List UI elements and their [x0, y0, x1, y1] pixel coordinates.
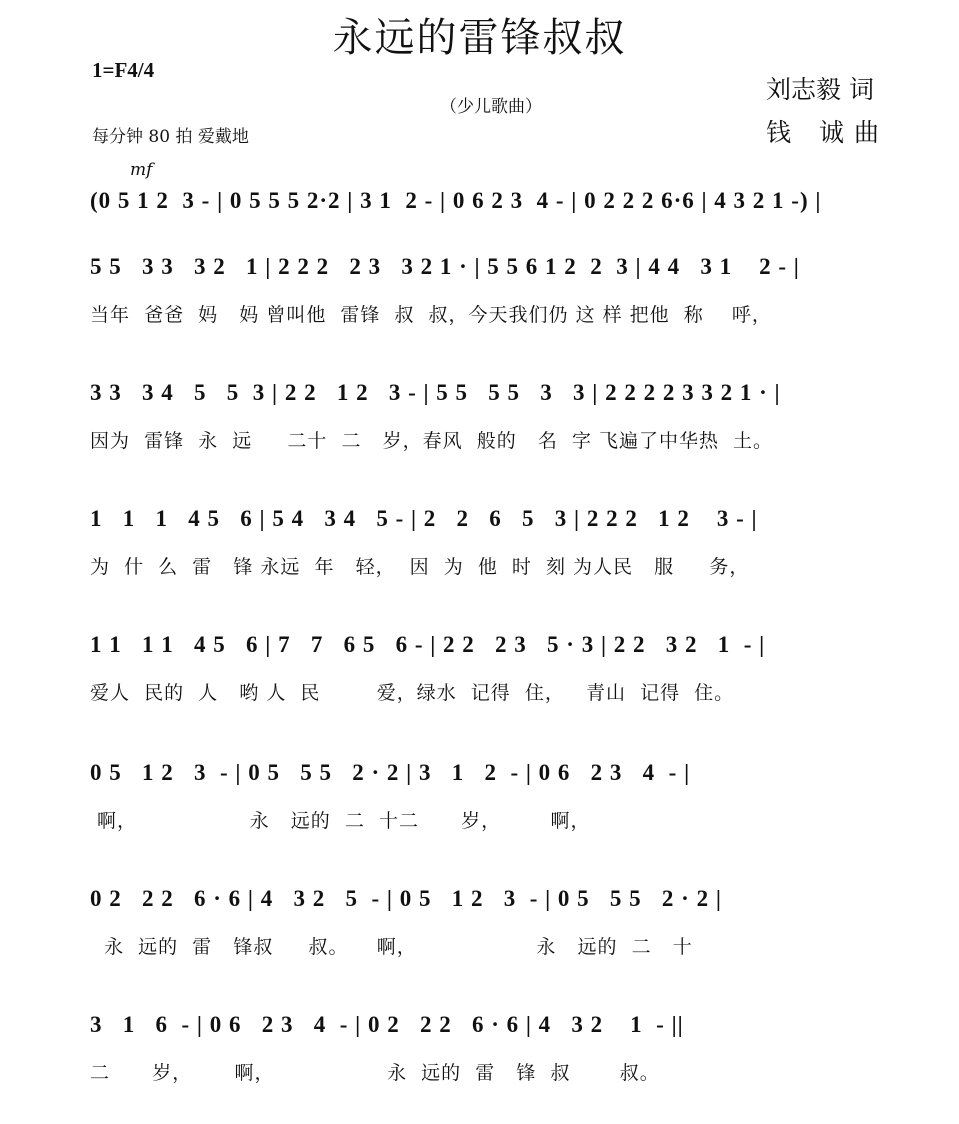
notation-line: 1 1 1 4 5 6 | 5 4 3 4 5 - | 2 2 6 5 3 | 2 2 2 1 2 3 - | [90, 506, 758, 531]
notation-line: 3 1 6 - | 0 6 2 3 4 - | 0 2 2 2 6 · 6 | 4 3 2 1 - || [90, 1012, 684, 1037]
notation-line: (0 5 1 2 3 - | 0 5 5 5 2·2 | 3 1 2 - | 0 6 2 3 4 - | 0 2 2 2 6·6 | 4 3 2 1 -) | [90, 188, 822, 213]
tempo-marking: 每分钟 80 拍 爱戴地 [92, 127, 249, 147]
dynamic-marking: mf [130, 160, 153, 180]
lyric-line: 二 岁， 啊， 永 远的 雷 锋 叔 叔。 [90, 1062, 660, 1084]
notation-line: 0 5 1 2 3 - | 0 5 5 5 2 · 2 | 3 1 2 - | 0 6 2 3 4 - | [90, 760, 691, 785]
notation-line: 3 3 3 4 5 5 3 | 2 2 1 2 3 - | 5 5 5 5 3 3 | 2 2 2 2 3 3 2 1 · | [90, 380, 781, 405]
lyricist-credit: 刘志毅 词 [766, 75, 874, 104]
lyric-line: 永 远的 雷 锋叔 叔。 啊， 永 远的 二 十 [90, 936, 693, 958]
song-title: 永远的雷锋叔叔 [332, 15, 627, 61]
notation-line: 5 5 3 3 3 2 1 | 2 2 2 2 3 3 2 1 · | 5 5 6 1 2 2 3 | 4 4 3 1 2 - | [90, 254, 800, 279]
key-signature: 1=F4/4 [92, 58, 155, 82]
lyric-line: 当年 爸爸 妈 妈 曾叫他 雷锋 叔 叔，今天我们仍 这 样 把他 称 呼， [90, 304, 772, 326]
lyric-line: 啊， 永 远的 二 十二 岁， 啊， [90, 810, 591, 832]
song-subtitle: （少儿歌曲） [440, 97, 542, 117]
lyric-line: 为 什 么 雷 锋 永远 年 轻， 因 为 他 时 刻 为人民 服 务， [90, 556, 750, 578]
lyric-line: 爱人 民的 人 哟 人 民 爱，绿水 记得 住， 青山 记得 住。 [90, 682, 735, 704]
lyric-line: 因为 雷锋 永 远 二十 二 岁，春风 般的 名 字 飞遍了中华热 土。 [90, 430, 774, 452]
composer-credit: 钱 诚曲 [766, 118, 889, 147]
notation-line: 0 2 2 2 6 · 6 | 4 3 2 5 - | 0 5 1 2 3 - | 0 5 5 5 2 · 2 | [90, 886, 722, 911]
notation-line: 1 1 1 1 4 5 6 | 7 7 6 5 6 - | 2 2 2 3 5 · 3 | 2 2 3 2 1 - | [90, 632, 766, 657]
